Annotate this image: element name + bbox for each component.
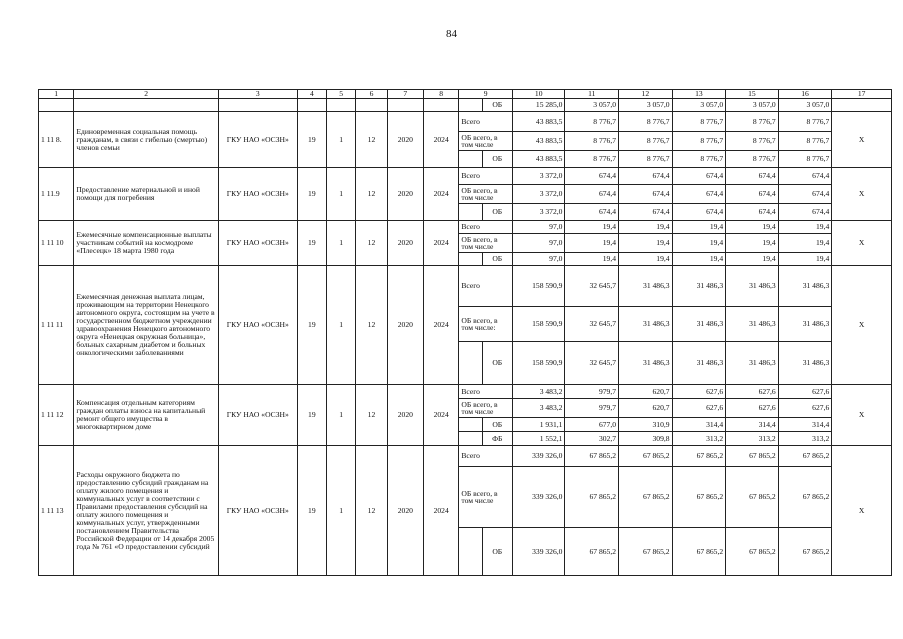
amount-cell: 313,2 xyxy=(726,432,779,446)
amount-cell: 8 776,7 xyxy=(778,132,832,151)
header-cell: 10 xyxy=(512,90,565,99)
amount-cell: 19,4 xyxy=(619,221,673,234)
end-year-cell: 2024 xyxy=(424,446,459,576)
page-number: 84 xyxy=(446,28,457,40)
executor-cell: ГКУ НАО «ОСЗН» xyxy=(218,385,297,446)
header-cell: 3 xyxy=(218,90,297,99)
amount-cell: 674,4 xyxy=(565,185,619,204)
amount-cell: 313,2 xyxy=(778,432,832,446)
item-number: 1 11 8. xyxy=(39,112,74,168)
funding-type: ОБ xyxy=(482,204,512,221)
amount-cell: 3 372,0 xyxy=(512,204,565,221)
amount-cell: 1 931,1 xyxy=(512,418,565,432)
item-name: Ежемесячная денежная выплата лицам, проживающим на территории Ненецкого автономного округа, состоящим на учете в государственном бюджетном учреждении здравоохранения Ненецкого автономного округа «Ненецкая окружная больница», больных сахарным диабетом и больных онкологическими заболеваниями xyxy=(74,266,219,385)
start-year-cell: 2020 xyxy=(387,385,423,446)
amount-cell: 3 483,2 xyxy=(512,399,565,418)
amount-cell: 31 486,3 xyxy=(778,266,832,307)
amount-cell: 620,7 xyxy=(619,385,673,399)
code-cell: 12 xyxy=(356,385,387,446)
table-cell xyxy=(459,342,482,385)
amount-cell: 158 590,9 xyxy=(512,266,565,307)
amount-cell: 97,0 xyxy=(512,234,565,253)
start-year-cell: 2020 xyxy=(387,168,423,221)
table-cell xyxy=(459,418,482,432)
code-cell: 12 xyxy=(356,112,387,168)
amount-cell: 19,4 xyxy=(565,221,619,234)
header-cell: 4 xyxy=(297,90,326,99)
funding-type: Всего xyxy=(459,221,513,234)
amount-cell: 97,0 xyxy=(512,253,565,266)
item-number: 1 11 10 xyxy=(39,221,74,266)
amount-cell: 3 057,0 xyxy=(619,99,673,112)
code-cell: 19 xyxy=(297,221,326,266)
end-year-cell: 2024 xyxy=(424,112,459,168)
code-cell: 1 xyxy=(327,221,356,266)
amount-cell: 19,4 xyxy=(619,253,673,266)
amount-cell: 19,4 xyxy=(565,234,619,253)
header-cell: 7 xyxy=(387,90,423,99)
amount-cell: 979,7 xyxy=(565,385,619,399)
code-cell: 12 xyxy=(356,221,387,266)
amount-cell: 67 865,2 xyxy=(565,446,619,467)
amount-cell: 32 645,7 xyxy=(565,266,619,307)
header-cell: 8 xyxy=(424,90,459,99)
amount-cell: 67 865,2 xyxy=(672,446,726,467)
amount-cell: 8 776,7 xyxy=(672,151,726,168)
item-name: Компенсация отдельным категориям граждан оплаты взноса на капитальный ремонт общего имущества в многоквартирном доме xyxy=(74,385,219,446)
amount-cell: 674,4 xyxy=(565,204,619,221)
funding-type: Всего xyxy=(459,446,513,467)
funding-type: ОБ всего, в том числе xyxy=(459,234,513,253)
amount-cell: 31 486,3 xyxy=(672,307,726,342)
amount-cell: 674,4 xyxy=(726,168,779,185)
item-name: Ежемесячные компенсационные выплаты участникам событий на космодроме «Плесецк» 18 марта 1980 года xyxy=(74,221,219,266)
amount-cell: 8 776,7 xyxy=(565,132,619,151)
amount-cell: 67 865,2 xyxy=(619,528,673,576)
amount-cell: 313,2 xyxy=(672,432,726,446)
amount-cell: 339 326,0 xyxy=(512,446,565,467)
table-cell xyxy=(424,99,459,112)
amount-cell: 158 590,9 xyxy=(512,342,565,385)
amount-cell: 979,7 xyxy=(565,399,619,418)
amount-cell: 31 486,3 xyxy=(619,342,673,385)
amount-cell: 674,4 xyxy=(726,204,779,221)
amount-cell: 31 486,3 xyxy=(672,266,726,307)
table-cell xyxy=(387,99,423,112)
table-body xyxy=(39,90,892,576)
amount-cell: 309,8 xyxy=(619,432,673,446)
amount-cell: 627,6 xyxy=(672,385,726,399)
end-year-cell: 2024 xyxy=(424,266,459,385)
end-year-cell: 2024 xyxy=(424,221,459,266)
amount-cell: 8 776,7 xyxy=(778,112,832,132)
amount-cell: 674,4 xyxy=(672,168,726,185)
amount-cell: 67 865,2 xyxy=(726,446,779,467)
amount-cell: 67 865,2 xyxy=(778,467,832,528)
amount-cell: 314,4 xyxy=(726,418,779,432)
table-row xyxy=(39,446,892,467)
amount-cell: 674,4 xyxy=(672,204,726,221)
funding-type: ОБ всего, в том числе xyxy=(459,399,513,418)
amount-cell: 19,4 xyxy=(565,253,619,266)
amount-cell: 31 486,3 xyxy=(726,342,779,385)
amount-cell: 19,4 xyxy=(619,234,673,253)
amount-cell: 19,4 xyxy=(778,221,832,234)
amount-cell: 677,0 xyxy=(565,418,619,432)
amount-cell: 674,4 xyxy=(672,185,726,204)
header-cell: 13 xyxy=(672,90,726,99)
amount-cell: 31 486,3 xyxy=(672,342,726,385)
code-cell: 19 xyxy=(297,266,326,385)
item-name: Единовременная социальная помощь гражданам, в связи с гибелью (смертью) членов семьи xyxy=(74,112,219,168)
table-cell xyxy=(459,99,482,112)
code-cell: 1 xyxy=(327,168,356,221)
amount-cell: 310,9 xyxy=(619,418,673,432)
item-number: 1 11 11 xyxy=(39,266,74,385)
amount-cell: 67 865,2 xyxy=(726,528,779,576)
amount-cell: 674,4 xyxy=(726,185,779,204)
header-cell: 6 xyxy=(356,90,387,99)
funding-type: ОБ xyxy=(482,418,512,432)
start-year-cell: 2020 xyxy=(387,266,423,385)
amount-cell: 8 776,7 xyxy=(565,112,619,132)
amount-cell: 31 486,3 xyxy=(726,307,779,342)
amount-cell: 43 883,5 xyxy=(512,151,565,168)
amount-cell: 8 776,7 xyxy=(619,151,673,168)
item-name: Расходы окружного бюджета по предоставлению субсидий гражданам на оплату жилого помещения и коммунальных услуг в соответствии с Правилами предоставления субсидий на оплату жилого помещения и коммунальных услуг, утвержденными постановлением Правительства Российской Федерации от 14 декабря 2005 года № 761 «О предоставлении субсидий xyxy=(74,446,219,576)
amount-cell: 32 645,7 xyxy=(565,342,619,385)
amount-cell: 674,4 xyxy=(778,185,832,204)
amount-cell: 67 865,2 xyxy=(619,467,673,528)
amount-cell: 32 645,7 xyxy=(565,307,619,342)
table-cell xyxy=(459,151,482,168)
amount-cell: 314,4 xyxy=(778,418,832,432)
table-cell xyxy=(74,99,219,112)
code-cell: 19 xyxy=(297,168,326,221)
code-cell: 19 xyxy=(297,446,326,576)
amount-cell: 19,4 xyxy=(778,234,832,253)
amount-cell: 67 865,2 xyxy=(778,528,832,576)
funding-type: Всего xyxy=(459,168,513,185)
header-cell: 11 xyxy=(565,90,619,99)
funding-type: ОБ всего, в том числе xyxy=(459,185,513,204)
amount-cell: 1 552,1 xyxy=(512,432,565,446)
amount-cell: 3 372,0 xyxy=(512,185,565,204)
funding-type: Всего xyxy=(459,112,513,132)
start-year-cell: 2020 xyxy=(387,446,423,576)
amount-cell: 31 486,3 xyxy=(619,266,673,307)
header-cell: 16 xyxy=(778,90,832,99)
table-cell xyxy=(356,99,387,112)
header-cell: 2 xyxy=(74,90,219,99)
executor-cell: ГКУ НАО «ОСЗН» xyxy=(218,221,297,266)
amount-cell: 674,4 xyxy=(619,185,673,204)
header-row xyxy=(39,90,892,99)
table-row xyxy=(39,99,892,112)
amount-cell: 43 883,5 xyxy=(512,112,565,132)
amount-cell: 8 776,7 xyxy=(726,112,779,132)
mark-cell: X xyxy=(832,221,892,266)
item-number: 1 11.9 xyxy=(39,168,74,221)
table-cell xyxy=(459,253,482,266)
code-cell: 1 xyxy=(327,385,356,446)
amount-cell: 627,6 xyxy=(778,385,832,399)
amount-cell: 8 776,7 xyxy=(726,132,779,151)
table-cell xyxy=(459,204,482,221)
amount-cell: 674,4 xyxy=(565,168,619,185)
funding-type: ОБ всего, в том числе: xyxy=(459,307,513,342)
amount-cell: 8 776,7 xyxy=(619,112,673,132)
amount-cell: 19,4 xyxy=(726,234,779,253)
amount-cell: 3 057,0 xyxy=(672,99,726,112)
mark-cell: X xyxy=(832,385,892,446)
amount-cell: 674,4 xyxy=(619,204,673,221)
executor-cell: ГКУ НАО «ОСЗН» xyxy=(218,168,297,221)
amount-cell: 67 865,2 xyxy=(565,528,619,576)
amount-cell: 15 285,0 xyxy=(512,99,565,112)
end-year-cell: 2024 xyxy=(424,385,459,446)
amount-cell: 339 326,0 xyxy=(512,528,565,576)
table-cell xyxy=(459,432,482,446)
executor-cell: ГКУ НАО «ОСЗН» xyxy=(218,112,297,168)
amount-cell: 31 486,3 xyxy=(726,266,779,307)
end-year-cell: 2024 xyxy=(424,168,459,221)
amount-cell: 31 486,3 xyxy=(619,307,673,342)
start-year-cell: 2020 xyxy=(387,221,423,266)
mark-cell: X xyxy=(832,168,892,221)
mark-cell: X xyxy=(832,266,892,385)
amount-cell: 3 372,0 xyxy=(512,168,565,185)
table-row xyxy=(39,168,892,185)
amount-cell: 19,4 xyxy=(726,253,779,266)
amount-cell: 97,0 xyxy=(512,221,565,234)
amount-cell: 627,6 xyxy=(672,399,726,418)
item-number: 1 11 13 xyxy=(39,446,74,576)
amount-cell: 8 776,7 xyxy=(565,151,619,168)
amount-cell: 67 865,2 xyxy=(565,467,619,528)
table-row xyxy=(39,112,892,132)
table-row xyxy=(39,385,892,399)
item-number: 1 11 12 xyxy=(39,385,74,446)
table-cell xyxy=(297,99,326,112)
table-cell xyxy=(218,99,297,112)
amount-cell: 314,4 xyxy=(672,418,726,432)
amount-cell: 8 776,7 xyxy=(672,132,726,151)
header-cell: 12 xyxy=(619,90,673,99)
amount-cell: 19,4 xyxy=(726,221,779,234)
amount-cell: 3 057,0 xyxy=(778,99,832,112)
amount-cell: 620,7 xyxy=(619,399,673,418)
amount-cell: 339 326,0 xyxy=(512,467,565,528)
table-cell xyxy=(39,99,74,112)
amount-cell: 19,4 xyxy=(778,253,832,266)
amount-cell: 19,4 xyxy=(672,234,726,253)
amount-cell: 3 057,0 xyxy=(565,99,619,112)
amount-cell: 8 776,7 xyxy=(778,151,832,168)
header-cell: 17 xyxy=(832,90,892,99)
amount-cell: 674,4 xyxy=(778,168,832,185)
code-cell: 12 xyxy=(356,168,387,221)
item-name: Предоставление материальной и иной помощи для погребения xyxy=(74,168,219,221)
code-cell: 12 xyxy=(356,446,387,576)
amount-cell: 67 865,2 xyxy=(672,528,726,576)
code-cell: 12 xyxy=(356,266,387,385)
header-cell: 9 xyxy=(459,90,513,99)
funding-type: ФБ xyxy=(482,432,512,446)
mark-cell: X xyxy=(832,446,892,576)
amount-cell: 8 776,7 xyxy=(672,112,726,132)
code-cell: 19 xyxy=(297,112,326,168)
mark-cell: X xyxy=(832,112,892,168)
funding-type: Всего xyxy=(459,266,513,307)
header-cell: 15 xyxy=(726,90,779,99)
amount-cell: 8 776,7 xyxy=(619,132,673,151)
amount-cell: 674,4 xyxy=(778,204,832,221)
amount-cell: 8 776,7 xyxy=(726,151,779,168)
amount-cell: 627,6 xyxy=(778,399,832,418)
executor-cell: ГКУ НАО «ОСЗН» xyxy=(218,446,297,576)
budget-table xyxy=(38,89,892,576)
funding-type: ОБ всего, в том числе xyxy=(459,467,513,528)
funding-type: Всего xyxy=(459,385,513,399)
code-cell: 1 xyxy=(327,446,356,576)
executor-cell: ГКУ НАО «ОСЗН» xyxy=(218,266,297,385)
amount-cell: 43 883,5 xyxy=(512,132,565,151)
funding-type: ОБ xyxy=(482,253,512,266)
amount-cell: 627,6 xyxy=(726,385,779,399)
amount-cell: 302,7 xyxy=(565,432,619,446)
amount-cell: 31 486,3 xyxy=(778,307,832,342)
amount-cell: 627,6 xyxy=(726,399,779,418)
funding-type: ОБ xyxy=(482,528,512,576)
funding-type: ОБ xyxy=(482,99,512,112)
funding-type: ОБ всего, в том числе xyxy=(459,132,513,151)
amount-cell: 19,4 xyxy=(672,221,726,234)
table-cell xyxy=(832,99,892,112)
funding-type: ОБ xyxy=(482,342,512,385)
amount-cell: 67 865,2 xyxy=(778,446,832,467)
code-cell: 1 xyxy=(327,112,356,168)
header-cell: 1 xyxy=(39,90,74,99)
amount-cell: 67 865,2 xyxy=(619,446,673,467)
amount-cell: 3 057,0 xyxy=(726,99,779,112)
amount-cell: 158 590,9 xyxy=(512,307,565,342)
amount-cell: 3 483,2 xyxy=(512,385,565,399)
table-row xyxy=(39,221,892,234)
amount-cell: 19,4 xyxy=(672,253,726,266)
funding-type: ОБ xyxy=(482,151,512,168)
table-row xyxy=(39,266,892,307)
table-cell xyxy=(459,528,482,576)
amount-cell: 67 865,2 xyxy=(726,467,779,528)
amount-cell: 31 486,3 xyxy=(778,342,832,385)
header-cell: 5 xyxy=(327,90,356,99)
amount-cell: 67 865,2 xyxy=(672,467,726,528)
start-year-cell: 2020 xyxy=(387,112,423,168)
table-cell xyxy=(327,99,356,112)
code-cell: 19 xyxy=(297,385,326,446)
code-cell: 1 xyxy=(327,266,356,385)
amount-cell: 674,4 xyxy=(619,168,673,185)
